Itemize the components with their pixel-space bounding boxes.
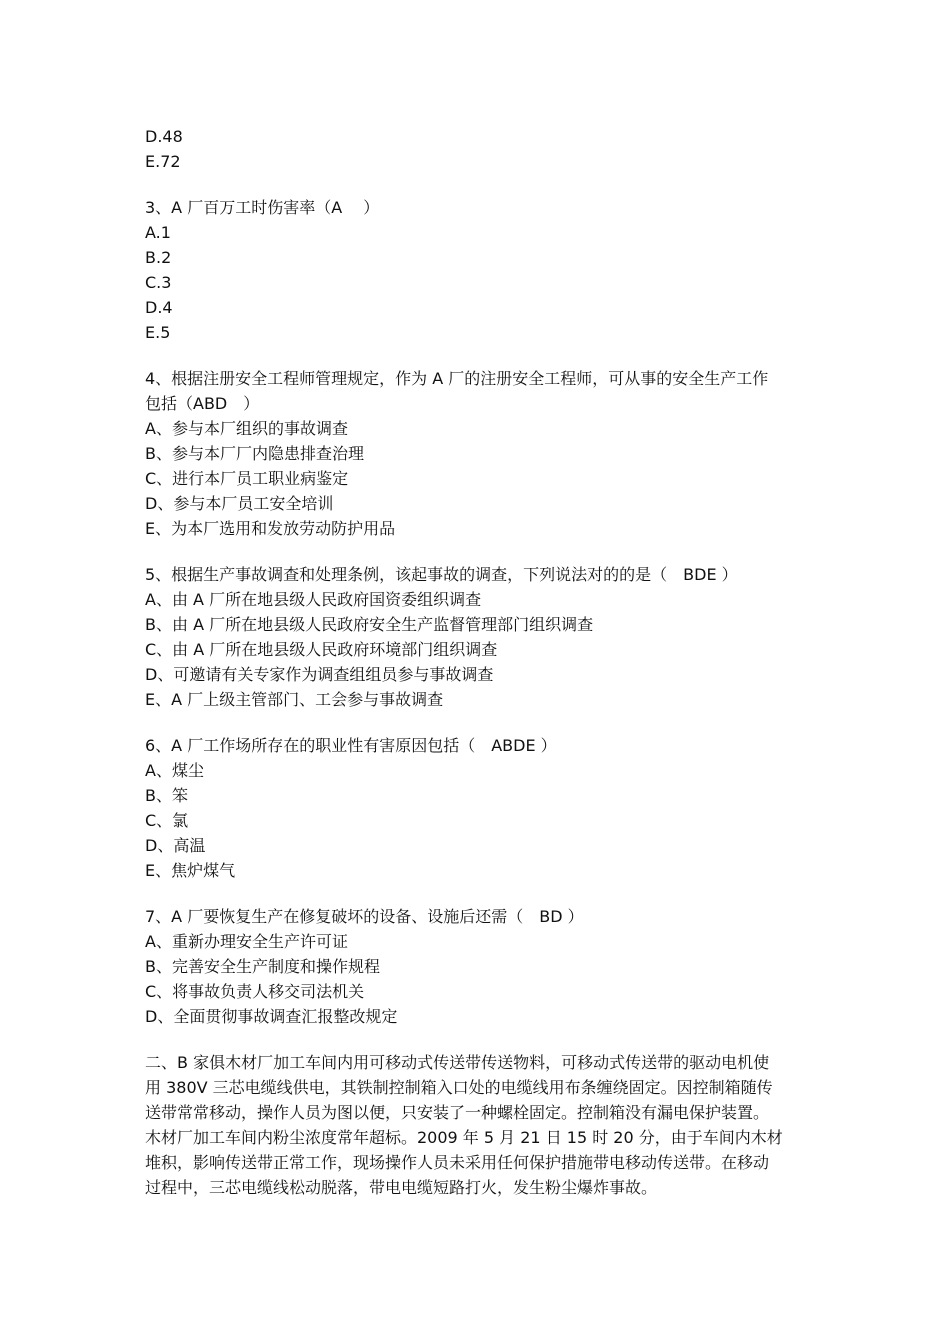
option-b: B、参与本厂厂内隐患排查治理 bbox=[145, 444, 364, 463]
option-a: A、重新办理安全生产许可证 bbox=[145, 932, 348, 951]
question-text: 6、A 厂工作场所存在的职业性有害原因包括（ ABDE ） bbox=[145, 736, 557, 755]
option-d: D.48 bbox=[145, 127, 183, 146]
option-e: E.72 bbox=[145, 152, 181, 171]
case-two-paragraph bbox=[145, 1050, 805, 1200]
question-4 bbox=[145, 366, 805, 541]
spacer bbox=[145, 174, 805, 195]
question-5 bbox=[145, 562, 805, 712]
question-text-line-1: 4、根据注册安全工程师管理规定，作为 A 厂的注册安全工程师，可从事的安全生产工作 bbox=[145, 369, 769, 388]
paragraph-line: 堆积，影响传送带正常工作，现场操作人员未采用任何保护措施带电移动传送带。在移动 bbox=[145, 1153, 770, 1172]
option-c: C.3 bbox=[145, 273, 172, 292]
question-3 bbox=[145, 195, 805, 345]
option-e: E.5 bbox=[145, 323, 171, 342]
paragraph-line: 木材厂加工车间内粉尘浓度常年超标。2009 年 5 月 21 日 15 时 20 分，由于车间内木材 bbox=[145, 1128, 783, 1147]
document-page bbox=[145, 124, 805, 1200]
paragraph-line: 二、B 家俱木材厂加工车间内用可移动式传送带传送物料，可移动式传送带的驱动电机使 bbox=[145, 1053, 770, 1072]
paragraph-line: 过程中，三芯电缆线松动脱落，带电电缆短路打火，发生粉尘爆炸事故。 bbox=[145, 1178, 658, 1197]
option-b: B、由 A 厂所在地县级人民政府安全生产监督管理部门组织调查 bbox=[145, 615, 594, 634]
option-d: D、全面贯彻事故调查汇报整改规定 bbox=[145, 1007, 398, 1026]
option-a: A、参与本厂组织的事故调查 bbox=[145, 419, 348, 438]
option-c: C、将事故负责人移交司法机关 bbox=[145, 982, 365, 1001]
spacer bbox=[145, 541, 805, 562]
question-text: 5、根据生产事故调查和处理条例，该起事故的调查，下列说法对的的是（ BDE ） bbox=[145, 565, 738, 584]
paragraph-line: 用 380V 三芯电缆线供电，其铁制控制箱入口处的电缆线用布条缠绕固定。因控制箱随传 bbox=[145, 1078, 773, 1097]
option-b: B、完善安全生产制度和操作规程 bbox=[145, 957, 380, 976]
option-b: B.2 bbox=[145, 248, 172, 267]
option-d: D、高温 bbox=[145, 836, 206, 855]
question-text: 7、A 厂要恢复生产在修复破坏的设备、设施后还需（ BD ） bbox=[145, 907, 584, 926]
option-a: A、煤尘 bbox=[145, 761, 204, 780]
question-text: 3、A 厂百万工时伤害率（A ） bbox=[145, 198, 380, 217]
option-e: E、为本厂选用和发放劳动防护用品 bbox=[145, 519, 396, 538]
option-d: D、参与本厂员工安全培训 bbox=[145, 494, 334, 513]
option-d: D.4 bbox=[145, 298, 173, 317]
option-e: E、焦炉煤气 bbox=[145, 861, 236, 880]
option-e: E、A 厂上级主管部门、工会参与事故调查 bbox=[145, 690, 444, 709]
spacer bbox=[145, 345, 805, 366]
option-a: A、由 A 厂所在地县级人民政府国资委组织调查 bbox=[145, 590, 482, 609]
option-b: B、笨 bbox=[145, 786, 188, 805]
option-d: D、可邀请有关专家作为调查组组员参与事故调查 bbox=[145, 665, 494, 684]
paragraph-line: 送带常常移动，操作人员为图以便，只安装了一种螺栓固定。控制箱没有漏电保护装置。 bbox=[145, 1103, 770, 1122]
question-6 bbox=[145, 733, 805, 883]
spacer bbox=[145, 1029, 805, 1050]
spacer bbox=[145, 883, 805, 904]
spacer bbox=[145, 712, 805, 733]
option-c: C、氯 bbox=[145, 811, 189, 830]
question-text-line-2: 包括（ABD ） bbox=[145, 394, 260, 413]
option-a: A.1 bbox=[145, 223, 171, 242]
option-c: C、进行本厂员工职业病鉴定 bbox=[145, 469, 349, 488]
option-c: C、由 A 厂所在地县级人民政府环境部门组织调查 bbox=[145, 640, 498, 659]
question-7 bbox=[145, 904, 805, 1029]
